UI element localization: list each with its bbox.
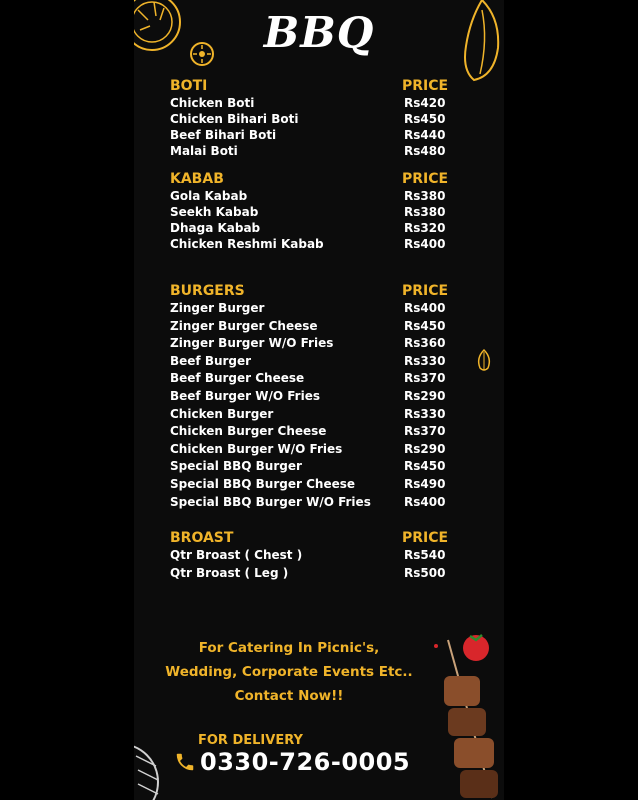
item-name: Special BBQ Burger — [170, 459, 302, 474]
item-name: Beef Bihari Boti — [170, 128, 277, 142]
grill-grate-icon — [134, 720, 164, 800]
menu-item — [170, 127, 450, 143]
menu-item — [170, 143, 450, 159]
item-name: Chicken Boti — [170, 96, 255, 110]
item-name: Gola Kabab — [170, 189, 248, 203]
item-name: Special BBQ Burger W/O Fries — [170, 494, 371, 509]
item-price: Rs450 — [404, 459, 446, 474]
section-title: KABAB — [170, 171, 224, 187]
price-header: PRICE — [402, 78, 449, 94]
item-name: Seekh Kabab — [170, 205, 259, 219]
menu-item — [170, 458, 450, 476]
delivery-label: FOR DELIVERY — [198, 733, 303, 748]
menu-item — [170, 204, 450, 220]
item-price: Rs400 — [404, 237, 446, 251]
item-price: Rs450 — [404, 318, 446, 333]
menu-poster — [134, 0, 504, 800]
item-name: Chicken Bihari Boti — [170, 112, 299, 126]
item-price: Rs490 — [404, 476, 446, 491]
menu-item — [170, 565, 450, 583]
item-price: Rs380 — [404, 189, 446, 203]
menu-item — [170, 236, 450, 252]
phone-number: 0330-726-0005 — [200, 748, 411, 776]
menu-item — [170, 494, 450, 512]
catering-line: Contact Now!! — [234, 688, 344, 704]
item-price: Rs370 — [404, 424, 446, 439]
item-price: Rs370 — [404, 371, 446, 386]
item-name: Zinger Burger W/O Fries — [170, 336, 334, 351]
item-price: Rs400 — [404, 301, 446, 315]
leaf-icon — [474, 348, 494, 374]
section-header — [170, 282, 450, 300]
menu-item — [170, 111, 450, 127]
item-price: Rs380 — [404, 205, 446, 219]
menu-item — [170, 220, 450, 236]
item-price: Rs540 — [404, 548, 446, 562]
section-boti — [170, 77, 450, 159]
catering-line: For Catering In Picnic's, — [198, 640, 380, 656]
menu-item — [170, 547, 450, 565]
menu-item — [170, 370, 450, 388]
price-header: PRICE — [402, 171, 449, 187]
menu-item — [170, 441, 450, 459]
item-name: Dhaga Kabab — [170, 221, 261, 235]
item-name: Zinger Burger Cheese — [170, 318, 318, 333]
item-name: Zinger Burger — [170, 301, 265, 315]
item-price: Rs360 — [404, 336, 446, 351]
item-name: Qtr Broast ( Chest ) — [170, 548, 303, 562]
catering-line: Wedding, Corporate Events Etc.. — [165, 664, 413, 680]
menu-item — [170, 188, 450, 204]
section-kabab — [170, 170, 450, 252]
item-name: Malai Boti — [170, 144, 238, 158]
menu-item — [170, 335, 450, 353]
catering-message — [154, 636, 424, 708]
item-price: Rs400 — [404, 494, 446, 509]
price-header: PRICE — [402, 283, 449, 299]
bbq-logo: BBQ — [263, 8, 375, 57]
menu-item — [170, 300, 450, 318]
menu-item — [170, 423, 450, 441]
delivery-phone[interactable] — [174, 748, 410, 776]
section-title: BURGERS — [170, 283, 245, 299]
price-header: PRICE — [402, 530, 449, 546]
menu-item — [170, 353, 450, 371]
item-price: Rs290 — [404, 441, 446, 456]
item-name: Beef Burger — [170, 353, 252, 368]
menu-item — [170, 318, 450, 336]
section-burgers — [170, 282, 450, 511]
item-price: Rs440 — [404, 128, 446, 142]
section-header — [170, 529, 450, 547]
section-title: BOTI — [170, 78, 208, 94]
section-title: BROAST — [170, 530, 234, 546]
item-name: Special BBQ Burger Cheese — [170, 476, 355, 491]
kebab-skewer-icon — [430, 620, 504, 800]
item-name: Beef Burger Cheese — [170, 371, 305, 386]
menu-item — [170, 388, 450, 406]
section-header — [170, 77, 450, 95]
item-price: Rs500 — [404, 566, 446, 580]
item-price: Rs320 — [404, 221, 446, 235]
item-name: Chicken Reshmi Kabab — [170, 237, 324, 251]
item-price: Rs420 — [404, 96, 446, 110]
item-name: Chicken Burger W/O Fries — [170, 441, 343, 456]
item-name: Qtr Broast ( Leg ) — [170, 566, 289, 580]
section-header — [170, 170, 450, 188]
phone-icon — [174, 751, 196, 773]
item-price: Rs480 — [404, 144, 446, 158]
item-name: Beef Burger W/O Fries — [170, 388, 320, 403]
item-price: Rs450 — [404, 112, 446, 126]
item-name: Chicken Burger — [170, 406, 274, 421]
section-broast — [170, 529, 450, 583]
item-price: Rs330 — [404, 406, 446, 421]
menu-item — [170, 476, 450, 494]
menu-item — [170, 95, 450, 111]
item-price: Rs330 — [404, 353, 446, 368]
menu-item — [170, 406, 450, 424]
item-name: Chicken Burger Cheese — [170, 424, 327, 439]
item-price: Rs290 — [404, 388, 446, 403]
